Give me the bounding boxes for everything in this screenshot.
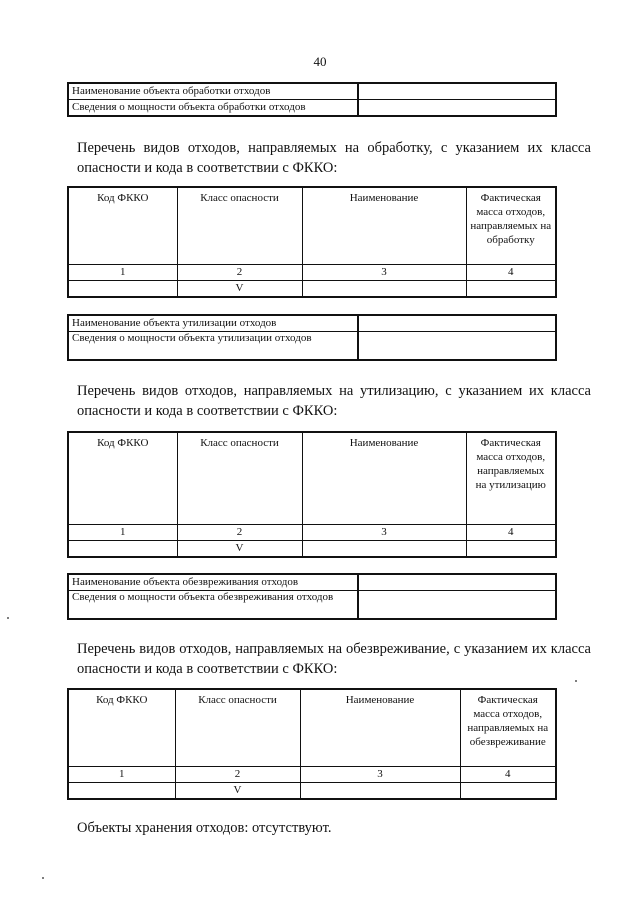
column-number: 2	[177, 264, 302, 280]
facility-capacity-value	[358, 591, 556, 620]
scan-speck	[575, 680, 577, 682]
table-row	[68, 782, 556, 799]
column-number-row	[68, 524, 556, 540]
hazard-class-cell: V	[177, 540, 302, 557]
column-number: 1	[68, 766, 175, 782]
hazard-class-cell: V	[177, 280, 302, 297]
header-actual-mass: Фактическая масса отходов, направляемых на утилизацию	[466, 432, 556, 524]
table-cell	[68, 782, 175, 799]
facility-capacity-value	[358, 100, 556, 117]
header-fkko-code: Код ФККО	[68, 187, 177, 264]
table-row	[68, 100, 556, 117]
facility-name-label: Наименование объекта утилизации отходов	[68, 315, 358, 332]
neutralization-paragraph: Перечень видов отходов, направляемых на обезвреживание, с указанием их класса опасности и кода в соответствии с ФККО:	[77, 641, 591, 677]
table-cell	[466, 280, 556, 297]
hazard-class-cell: V	[175, 782, 300, 799]
column-number: 3	[302, 264, 466, 280]
processing-paragraph: Перечень видов отходов, направляемых на обработку, с указанием их класса опасности и кода в соответствии с ФККО:	[77, 140, 591, 176]
table-cell	[466, 540, 556, 557]
facility-capacity-value	[358, 332, 556, 361]
neutralization-facility-table	[67, 573, 557, 620]
column-number: 2	[175, 766, 300, 782]
header-hazard-class: Класс опасности	[177, 432, 302, 524]
column-number: 3	[300, 766, 460, 782]
table-cell	[302, 280, 466, 297]
column-number: 2	[177, 524, 302, 540]
table-cell	[68, 540, 177, 557]
column-number: 3	[302, 524, 466, 540]
table-cell	[302, 540, 466, 557]
column-number: 4	[460, 766, 556, 782]
header-fkko-code: Код ФККО	[68, 432, 177, 524]
table-cell	[68, 280, 177, 297]
facility-name-value	[358, 83, 556, 100]
neutralization-waste-table	[67, 688, 557, 800]
column-number: 4	[466, 524, 556, 540]
table-cell	[460, 782, 556, 799]
header-name: Наименование	[302, 187, 466, 264]
table-row	[68, 280, 556, 297]
utilization-waste-table	[67, 431, 557, 558]
scan-speck	[42, 877, 44, 879]
header-name: Наименование	[300, 689, 460, 766]
column-number: 4	[466, 264, 556, 280]
page-number: 40	[313, 54, 327, 69]
utilization-paragraph: Перечень видов отходов, направляемых на утилизацию, с указанием их класса опасности и кода в соответствии с ФККО:	[77, 383, 591, 419]
table-row	[68, 83, 556, 100]
table-row	[68, 332, 556, 361]
column-number-row	[68, 264, 556, 280]
facility-name-label: Наименование объекта обезвреживания отходов	[68, 574, 358, 591]
table-row	[68, 315, 556, 332]
header-name: Наименование	[302, 432, 466, 524]
header-hazard-class: Класс опасности	[177, 187, 302, 264]
scan-speck	[7, 617, 9, 619]
header-actual-mass: Фактическая масса отходов, направляемых на обработку	[466, 187, 556, 264]
header-actual-mass: Фактическая масса отходов, направляемых на обезвреживание	[460, 689, 556, 766]
table-row	[68, 574, 556, 591]
storage-statement: Объекты хранения отходов: отсутствуют.	[77, 820, 332, 836]
table-row	[68, 591, 556, 620]
table-cell	[300, 782, 460, 799]
header-hazard-class: Класс опасности	[175, 689, 300, 766]
facility-name-value	[358, 574, 556, 591]
table-header-row	[68, 432, 556, 524]
header-fkko-code: Код ФККО	[68, 689, 175, 766]
processing-facility-table	[67, 82, 557, 117]
column-number: 1	[68, 524, 177, 540]
facility-name-label: Наименование объекта обработки отходов	[68, 83, 358, 100]
facility-capacity-label: Сведения о мощности объекта утилизации отходов	[68, 332, 358, 361]
facility-capacity-label: Сведения о мощности объекта обезвреживания отходов	[68, 591, 358, 620]
facility-name-value	[358, 315, 556, 332]
facility-capacity-label: Сведения о мощности объекта обработки отходов	[68, 100, 358, 117]
table-header-row	[68, 689, 556, 766]
column-number: 1	[68, 264, 177, 280]
processing-waste-table	[67, 186, 557, 298]
table-header-row	[68, 187, 556, 264]
utilization-facility-table	[67, 314, 557, 361]
table-row	[68, 540, 556, 557]
column-number-row	[68, 766, 556, 782]
